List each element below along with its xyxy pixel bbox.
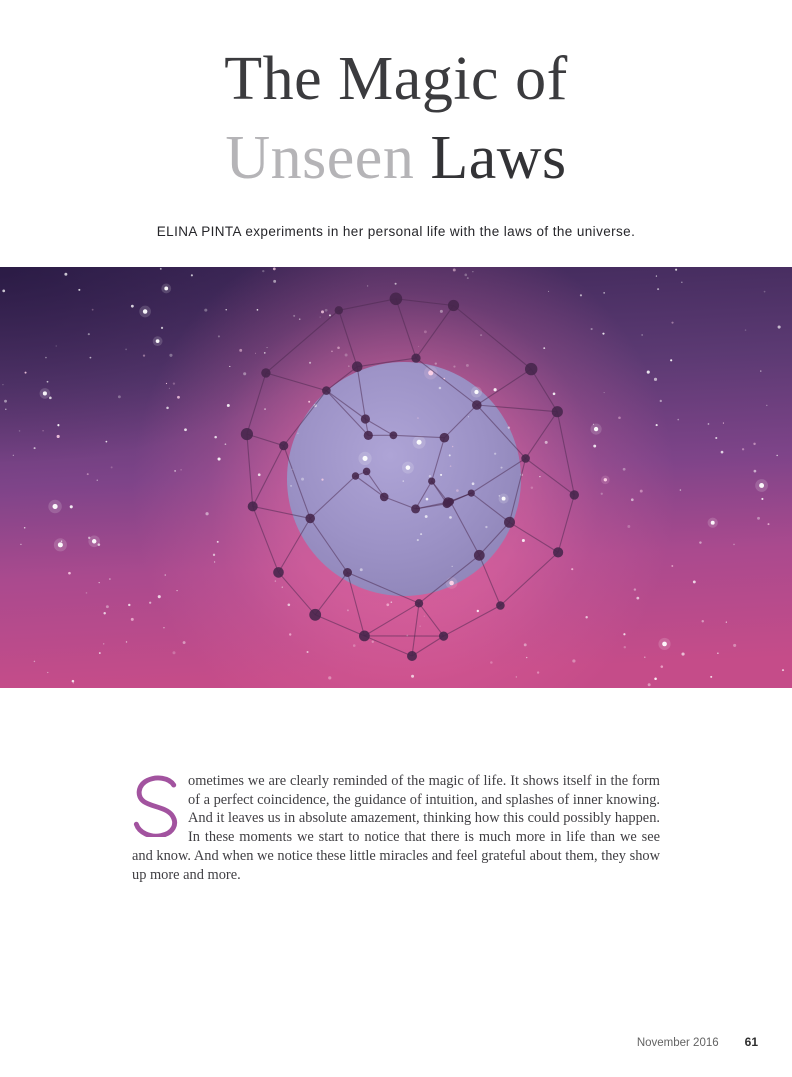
issue-date: November 2016: [637, 1037, 719, 1049]
article-body: [132, 772, 660, 884]
title-line1: The Magic of: [224, 45, 567, 113]
page-footer: [637, 1035, 758, 1049]
byline: ELINA PINTA experiments in her personal life with the laws of the universe.: [0, 224, 792, 239]
hero-image: [0, 267, 792, 688]
title-word-laws: Laws: [430, 124, 566, 192]
body-text: ometimes we are clearly reminded of the magic of life. It shows itself in the form of a perfect coincidence, the guidance of intuition, and splashes of inner knowing. And it leaves us in absolute amazement, thinking how this could possibly happen. In these moments we start to notice that there is much more in life than we see and know. And when we notice these little miracles and feel grateful about them, they show up more and more.: [132, 773, 660, 883]
body-paragraph: [132, 772, 660, 884]
title-word-unseen: Unseen: [225, 124, 414, 192]
hero-art: [0, 267, 792, 688]
dropcap-letter: [132, 775, 179, 837]
article-header: [0, 40, 792, 239]
page-number: 61: [745, 1035, 758, 1049]
page-title: [0, 40, 792, 198]
dropcap-s-glyph: [132, 775, 179, 837]
